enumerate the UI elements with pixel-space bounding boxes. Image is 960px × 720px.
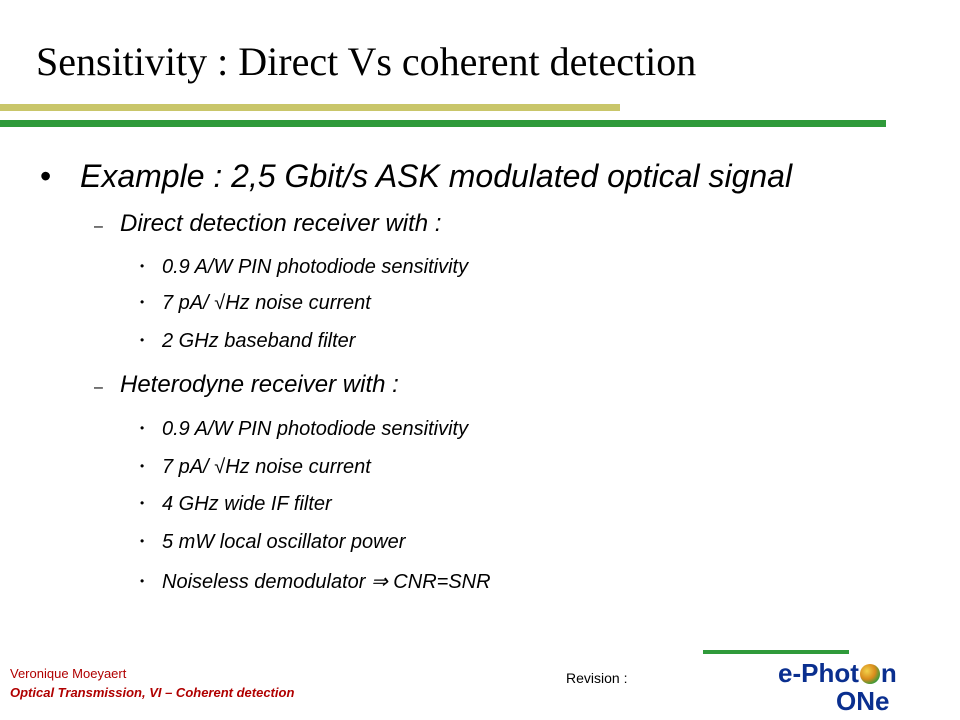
- example-bullet: [40, 158, 792, 195]
- footer-author: Veronique Moeyaert: [10, 666, 127, 681]
- footer-revision: Revision :: [566, 670, 628, 686]
- heterodyne-heading: – Heterodyne receiver with :: [94, 371, 399, 398]
- logo-text: ONe: [836, 686, 890, 716]
- heterodyne-item: • Noiseless demodulator ⇒ CNR=SNR: [140, 571, 491, 593]
- dash-marker: –: [94, 379, 103, 396]
- example-text: Example : 2,5 Gbit/s ASK modulated optical signal: [80, 158, 793, 194]
- bullet-marker: •: [140, 496, 145, 510]
- bullet-marker: •: [140, 459, 145, 473]
- direct-item: • 0.9 A/W PIN photodiode sensitivity: [140, 256, 469, 278]
- heterodyne-item: • 4 GHz wide IF filter: [140, 493, 332, 515]
- bullet-marker: •: [140, 259, 145, 273]
- bullet-marker: •: [140, 574, 145, 588]
- logo-text: e-Phot: [778, 658, 859, 688]
- heterodyne-item: • 0.9 A/W PIN photodiode sensitivity: [140, 418, 469, 440]
- slide-title: Sensitivity : Direct Vs coherent detection: [36, 39, 697, 84]
- footer-course: Optical Transmission, VI – Coherent detection: [10, 685, 295, 700]
- bullet-marker: •: [140, 333, 145, 347]
- direct-item: • 2 GHz baseband filter: [140, 330, 356, 352]
- bullet-marker: •: [140, 421, 145, 435]
- bullet-marker: •: [140, 534, 145, 548]
- logo-text: n: [880, 658, 897, 688]
- dash-marker: –: [94, 218, 103, 235]
- bullet-marker: •: [140, 295, 145, 309]
- title-underline-green: [0, 120, 886, 127]
- ephoton-one-logo: [778, 658, 928, 718]
- direct-item: • 7 pA/ √Hz noise current: [140, 292, 371, 314]
- heterodyne-item: • 5 mW local oscillator power: [140, 531, 406, 553]
- logo-bar: [703, 650, 849, 654]
- direct-heading: – Direct detection receiver with :: [94, 210, 442, 237]
- bullet-marker: •: [40, 158, 52, 194]
- globe-icon: [860, 664, 880, 684]
- heterodyne-item: • 7 pA/ √Hz noise current: [140, 456, 371, 478]
- title-underline-olive: [0, 104, 620, 111]
